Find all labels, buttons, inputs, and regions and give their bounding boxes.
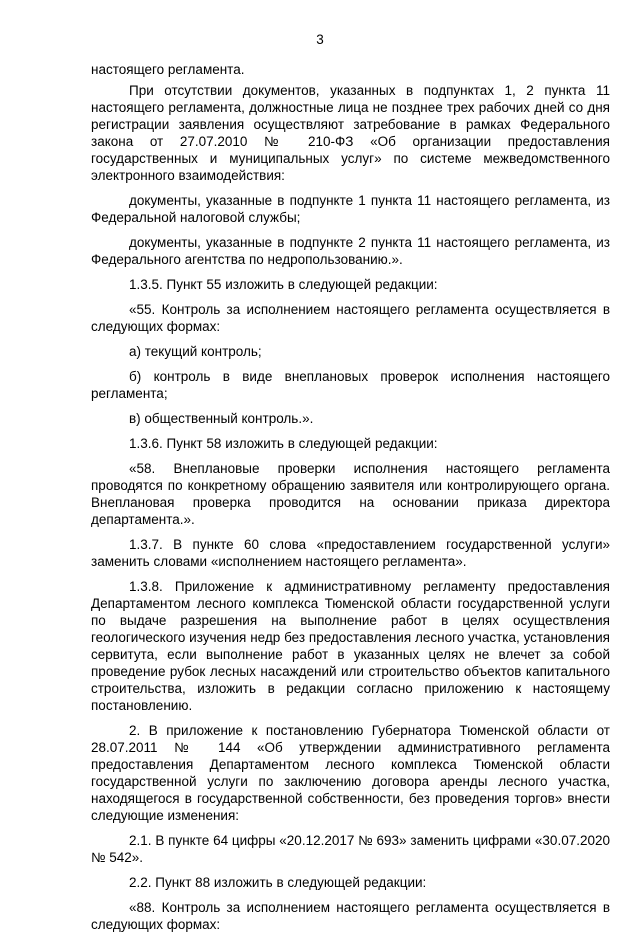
page-number: 3 (316, 32, 324, 47)
paragraph-2-2: 2.2. Пункт 88 изложить в следующей редакции: (129, 875, 427, 890)
paragraph-2-1: 2.1. В пункте 64 цифры «20.12.2017 № 693» заменить цифрами «30.07.2020 № 542». (91, 833, 610, 865)
paragraph-continuation: настоящего регламента. (91, 62, 245, 77)
paragraph-point-58: «58. Внеплановые проверки исполнения настоящего регламента проводятся по конкретному обращению заявителя или контролирующего органа. Внеплановая проверка проводится на основании приказа директора департамента.». (91, 461, 610, 527)
paragraph-point-88: «88. Контроль за исполнением настоящего регламента осуществляется в следующих формах: (91, 900, 610, 932)
paragraph-interagency-request: При отсутствии документов, указанных в подпунктах 1, 2 пункта 11 настоящего регламента, должностные лица не позднее трех рабочих дней со дня регистрации заявления осуществляют затребование в рамках Федерального закона от 27.07.2010 № 210-ФЗ «Об организации предоставления государственных и муниципальных услуг» по системе межведомственного электронного взаимодействия: (91, 83, 610, 183)
paragraph-1-3-8: 1.3.8. Приложение к административному регламенту предоставления Департаментом лесного комплекса Тюменской области государственной услуги по выдаче разрешения на выполнение работ в целях осуществления геологического изучения недр без предоставления лесного участка, установления сервитута, если выполнение работ в указанных целях не влечет за собой проведение рубок лесных насаждений или строительство объектов капитального строительства, изложить в редакции согласно приложению к настоящему постановлению. (91, 579, 610, 713)
paragraph-item-b: б) контроль в виде внеплановых проверок исполнения настоящего регламента; (91, 369, 610, 401)
paragraph-item-a: а) текущий контроль; (129, 344, 262, 359)
paragraph-subsoil-agency-docs: документы, указанные в подпункте 2 пункта 11 настоящего регламента, из Федерального агентства по недропользованию.». (91, 235, 610, 267)
paragraph-point-55: «55. Контроль за исполнением настоящего регламента осуществляется в следующих формах: (91, 302, 610, 334)
paragraph-item-v: в) общественный контроль.». (129, 411, 314, 426)
paragraph-tax-service-docs: документы, указанные в подпункте 1 пункта 11 настоящего регламента, из Федеральной налоговой службы; (91, 193, 610, 225)
document-body (91, 61, 610, 941)
paragraph-1-3-6: 1.3.6. Пункт 58 изложить в следующей редакции: (129, 436, 438, 451)
paragraph-1-3-7: 1.3.7. В пункте 60 слова «предоставлением государственной услуги» заменить словами «исполнением настоящего регламента». (91, 537, 610, 569)
paragraph-2: 2. В приложение к постановлению Губернатора Тюменской области от 28.07.2011 № 144 «Об утверждении административного регламента предоставления Департаментом лесного комплекса Тюменской области государственной услуги по заключению договора аренды лесного участка, находящегося в государственной собственности, без проведения торгов» внести следующие изменения: (91, 723, 610, 823)
paragraph-1-3-5: 1.3.5. Пункт 55 изложить в следующей редакции: (129, 277, 438, 292)
